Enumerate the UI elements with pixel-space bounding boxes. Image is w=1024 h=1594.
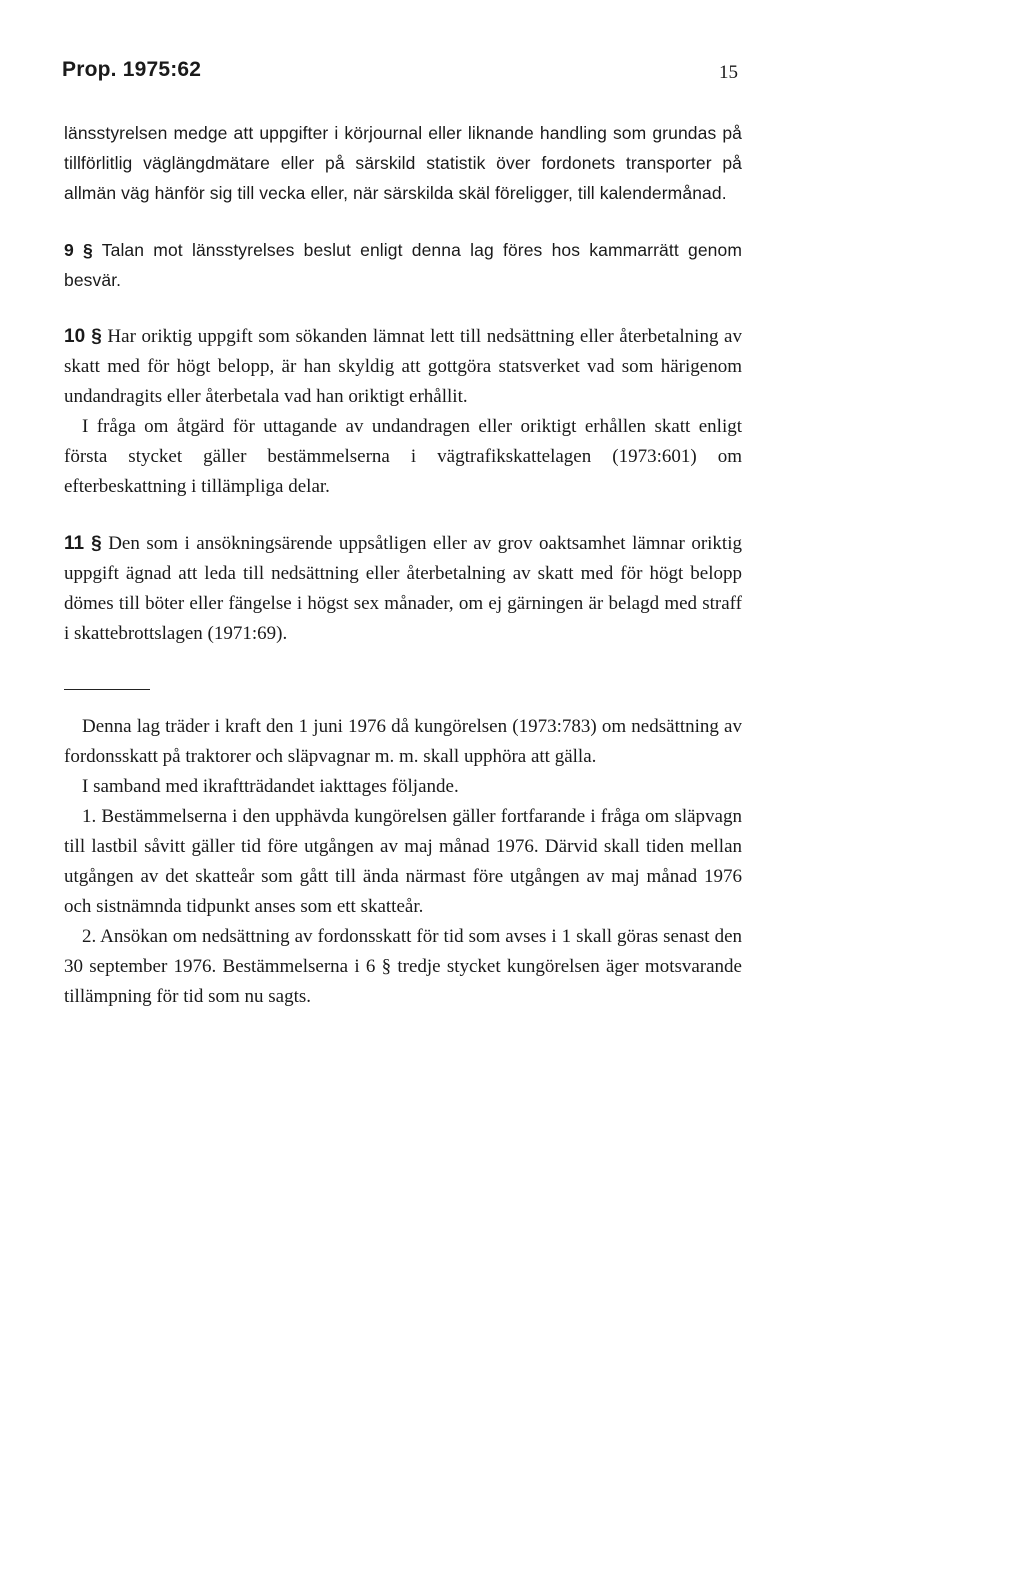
section-10-paragraph-2: I fråga om åtgärd för uttagande av undandragen eller oriktigt erhållen skatt enligt första stycket gäller bestämmelserna i vägtrafikskattelagen (1973:601) om efterbeskattning i tillämpliga delar. [64, 416, 742, 497]
page-header [62, 58, 738, 94]
section-10 [64, 322, 742, 412]
document-title: Prop. 1975:62 [62, 58, 202, 81]
transitional-provision-1: Denna lag träder i kraft den 1 juni 1976 då kungörelsen (1973:783) om nedsättning av fordonsskatt på traktorer och släpvagnar m. m. skall upphöra att gälla. [64, 716, 742, 767]
transitional-provision-4: 2. Ansökan om nedsättning av fordonsskatt för tid som avses i 1 skall göras senast den 30 september 1976. Bestämmelserna i 6 § tredje stycket kungörelsen äger motsvarande tillämpning för tid som nu sagts. [64, 926, 742, 1007]
divider-rule [64, 689, 150, 690]
page-number: 15 [719, 62, 738, 83]
section-11-number: 11 § [64, 533, 102, 554]
section-10-number: 10 § [64, 326, 102, 347]
section-11 [64, 529, 742, 649]
section-9-text: Talan mot länsstyrelses beslut enligt denna lag föres hos kammarrätt genom besvär. [64, 240, 742, 290]
transitional-provision-3: 1. Bestämmelserna i den upphävda kungörelsen gäller fortfarande i fråga om släpvagn till lastbil såvitt gäller tid före utgången av maj månad 1976. Därvid skall tiden mellan utgången av det skatteår som gått till ända närmast före utgången av maj månad 1976 och sistnämnda tidpunkt anses som ett skatteår. [64, 806, 742, 917]
section-10-text: Har oriktig uppgift som sökanden lämnat lett till nedsättning eller återbetalning av skatt med för högt belopp, är han skyldig att gottgöra statsverket vad som härigenom undandragits eller återbetala vad han oriktigt erhållit. [64, 326, 742, 407]
transitional-provision-2: I samband med ikraftträdandet iakttages följande. [82, 776, 459, 797]
section-11-text: Den som i ansökningsärende uppsåtligen eller av grov oaktsamhet lämnar oriktig uppgift ägnad att leda till nedsättning eller återbetalning av skatt med för högt belopp dömes till böter eller fängelse i högst sex månader, om ej gärningen är belagd med straff i skattebrottslagen (1971:69). [64, 533, 742, 644]
document-body [64, 118, 742, 1012]
section-9-number: 9 § [64, 240, 93, 260]
section-9 [64, 235, 742, 295]
paragraph-continuation: länsstyrelsen medge att uppgifter i körjournal eller liknande handling som grundas på tillförlitlig väglängdmätare eller på särskild statistik över fordonets transporter på allmän väg hänför sig till vecka eller, när särskilda skäl föreligger, till kalendermånad. [64, 123, 742, 203]
